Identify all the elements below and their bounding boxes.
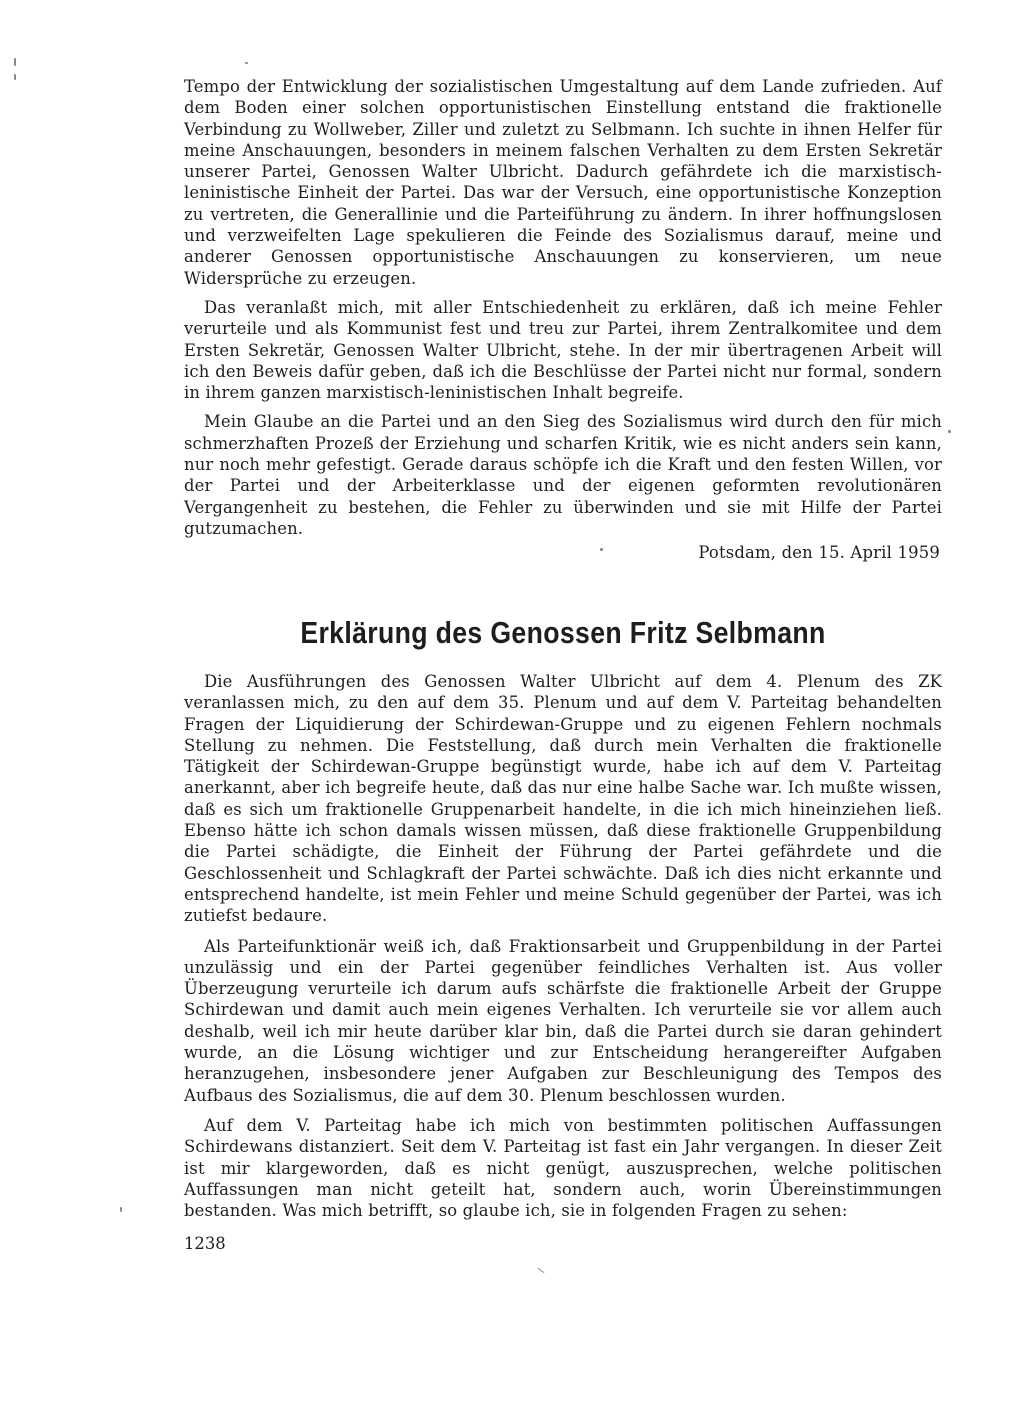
paragraph: Auf dem V. Parteitag habe ich mich von bestimmten politischen Auffassungen Schirdewans distanziert. Seit dem V. Parteitag ist fast ein Jahr vergangen. In dieser Zeit ist mir klargeworden, daß es nicht genügt, auszusprechen, welche politischen Auffassungen man nicht geteilt hat, sondern auch, worin Übereinstimmungen bestanden. Was mich betrifft, so glaube ich, sie in folgenden Fragen zu sehen: xyxy=(184,1115,942,1221)
paragraph: Als Parteifunktionär weiß ich, daß Fraktionsarbeit und Gruppenbildung in der Partei unzulässig und ein der Partei gegenüber feindliches Verhalten ist. Aus voller Überzeugung verurteile ich darum aufs schärfste die fraktionelle Arbeit der Gruppe Schirdewan und damit auch mein eigenes Verhalten. Ich verurteile sie vor allem auch deshalb, weil ich mir heute darüber klar bin, daß die Partei durch sie daran gehindert wurde, an die Lösung wichtiger und zur Entscheidung herangereifter Aufgaben heranzugehen, insbesondere jener Aufgaben zur Beschleunigung des Tempos des Aufbaus des Sozialismus, die auf dem 30. Plenum beschlossen wurden. xyxy=(184,936,942,1105)
paragraph: Das veranlaßt mich, mit aller Entschiedenheit zu erklären, daß ich meine Fehler verurteile und als Kommunist fest und treu zur Partei, ihrem Zentralkomitee und dem Ersten Sekretär, Genossen Walter Ulbricht, stehe. In der mir übertragenen Arbeit will ich den Beweis dafür geben, daß ich die Beschlüsse der Partei nicht nur formal, sondern in ihrem ganzen marxistisch-leninistischen Inhalt begreife. xyxy=(184,297,942,403)
scan-mark xyxy=(537,1268,544,1273)
scan-mark xyxy=(14,74,16,80)
signature-date-line: Potsdam, den 15. April 1959 xyxy=(698,543,940,562)
paragraph: Tempo der Entwicklung der sozialistischen Umgestaltung auf dem Lande zufrieden. Auf dem Boden einer solchen opportunistischen Einstellung entstand die fraktionelle Verbindung zu Wollweber, Ziller und zuletzt zu Selbmann. Ich suchte in ihnen Helfer für meine Anschauungen, besonders in meinem falschen Verhalten zu dem Ersten Sekretär unserer Partei, Genossen Walter Ulbricht. Dadurch gefährdete ich die marxistisch-leninistische Einheit der Partei. Das war der Versuch, eine opportunistische Konzeption zu vertreten, die Generallinie und die Parteiführung zu ändern. In ihrer hoffnungslosen und verzweifelten Lage spekulieren die Feinde des Sozialismus darauf, meine und anderer Genossen opportunistische Anschauungen zu konservieren, um neue Widersprüche zu erzeugen. xyxy=(184,77,942,288)
second-section-body xyxy=(184,671,942,1221)
paragraph: Mein Glaube an die Partei und an den Sieg des Sozialismus wird durch den für mich schmerzhaften Prozeß der Erziehung und scharfen Kritik, wie es nicht anders sein kann, nur noch mehr gefestigt. Gerade daraus schöpfe ich die Kraft und den festen Willen, vor der Partei und der Arbeiterklasse und der eigenen geformten revolutionären Vergangenheit zu bestehen, die Fehler zu überwinden und sie mit Hilfe der Partei gutzumachen. xyxy=(184,412,942,538)
paragraph: Die Ausführungen des Genossen Walter Ulbricht auf dem 4. Plenum des ZK veranlassen mich, zu den auf dem 35. Plenum und auf dem V. Parteitag behandelten Fragen der Liquidierung der Schirdewan-Gruppe und zu eigenen Fehlern nochmals Stellung zu nehmen. Die Feststellung, daß durch mein Verhalten die fraktionelle Tätigkeit der Schirdewan-Gruppe begünstigt wurde, habe ich auf dem V. Parteitag anerkannt, aber ich begreife heute, daß das nur eine halbe Sache war. Ich mußte wissen, daß es sich um fraktionelle Gruppenarbeit handelte, in die ich mich hineinziehen ließ. Ebenso hätte ich schon damals wissen müssen, daß diese fraktionelle Gruppenbildung die Partei schädigte, die Einheit der Führung der Partei gefährdete und die Geschlossenheit und Schlagkraft der Partei schwächte. Daß ich dies nicht erkannte und entsprechend handelte, ist mein Fehler und meine Schuld gegenüber der Partei, was ich zutiefst bedaure. xyxy=(184,672,942,926)
first-section-body xyxy=(184,76,942,539)
section-heading: Erklärung des Genossen Fritz Selbmann xyxy=(300,615,826,650)
scan-mark xyxy=(14,58,16,66)
scan-mark xyxy=(120,1207,122,1212)
scan-mark xyxy=(948,430,951,433)
scan-mark xyxy=(245,62,248,64)
scan-mark xyxy=(600,548,603,551)
page-number: 1238 xyxy=(184,1234,226,1253)
